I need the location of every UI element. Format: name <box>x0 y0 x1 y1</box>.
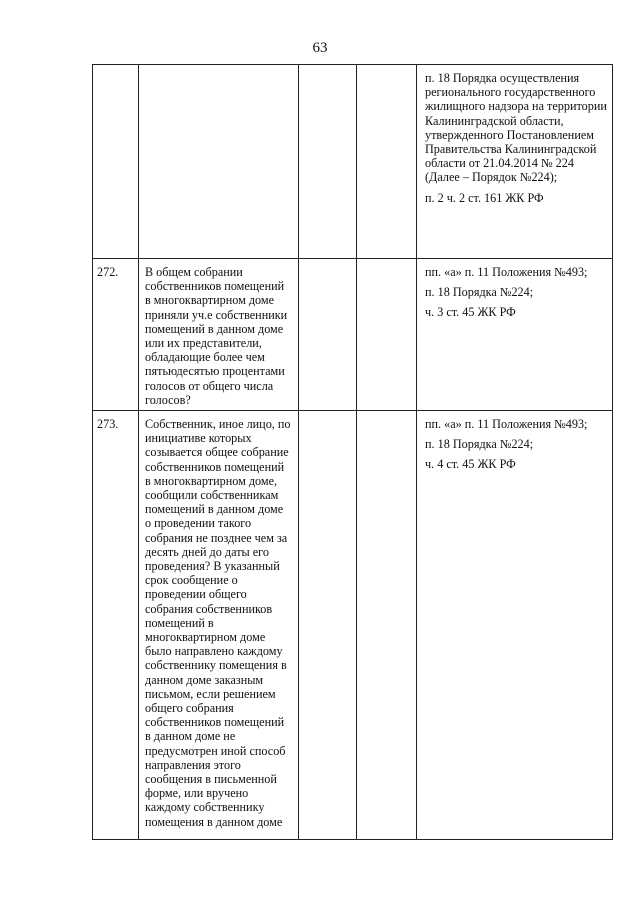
answer-no-cell <box>357 259 417 411</box>
legal-reference: п. 18 Порядка №224; <box>425 437 534 452</box>
legal-reference: пп. «а» п. 11 Положения №493; <box>425 265 588 279</box>
row-number-cell: 272. <box>93 259 139 411</box>
legal-reference: пп. «а» п. 11 Положения №493; <box>425 417 588 431</box>
legal-reference: п. 18 Порядка №224; <box>425 285 534 300</box>
requirements-table <box>92 64 613 840</box>
table-row <box>93 65 613 259</box>
question-cell: Собственник, иное лицо, по инициативе которых созывается общее собрание собственников помещений в многоквартирном доме, сообщили собственникам помещений в данном доме о проведении такого собрания не позднее чем за десять дней до даты его проведения? В указанный срок сообщение о проведении общего собрания собственников помещений в многоквартирном доме было направлено каждому собственнику помещения в данном доме заказным письмом, если решением общего собрания собственников помещений в данном доме не предусмотрен иной способ направления этого сообщения в письменной форме, или вручено каждому собственнику помещения в данном доме <box>139 411 299 840</box>
answer-yes-cell <box>299 65 357 259</box>
legal-reference: п. 18 Порядка осуществления регионального государственного жилищного надзора на территории Калининградской области, утвержденного Постановлением Правительства Калининградской области от 21.04.2014 № 224 (Далее – Порядок №224); <box>425 71 607 185</box>
answer-yes-cell <box>299 411 357 840</box>
legal-reference: п. 2 ч. 2 ст. 161 ЖК РФ <box>425 190 544 205</box>
answer-no-cell <box>357 411 417 840</box>
legal-reference: ч. 3 ст. 45 ЖК РФ <box>425 305 516 320</box>
table-row <box>93 259 613 411</box>
question-cell: В общем собрании собственников помещений в многоквартирном доме приняли уч.е собственники помещений в данном доме или их представители, обладающие более чем пятьюдесятью процентами голосов от общего числа голосов? <box>139 259 299 411</box>
legal-reference: ч. 4 ст. 45 ЖК РФ <box>425 457 516 472</box>
row-number-cell: 273. <box>93 411 139 840</box>
answer-no-cell <box>357 65 417 259</box>
row-number-cell <box>93 65 139 259</box>
legal-reference-cell <box>417 259 613 411</box>
table-row <box>93 411 613 840</box>
legal-reference-cell <box>417 411 613 840</box>
legal-reference-cell <box>417 65 613 259</box>
question-cell <box>139 65 299 259</box>
answer-yes-cell <box>299 259 357 411</box>
page-number: 63 <box>312 40 328 56</box>
